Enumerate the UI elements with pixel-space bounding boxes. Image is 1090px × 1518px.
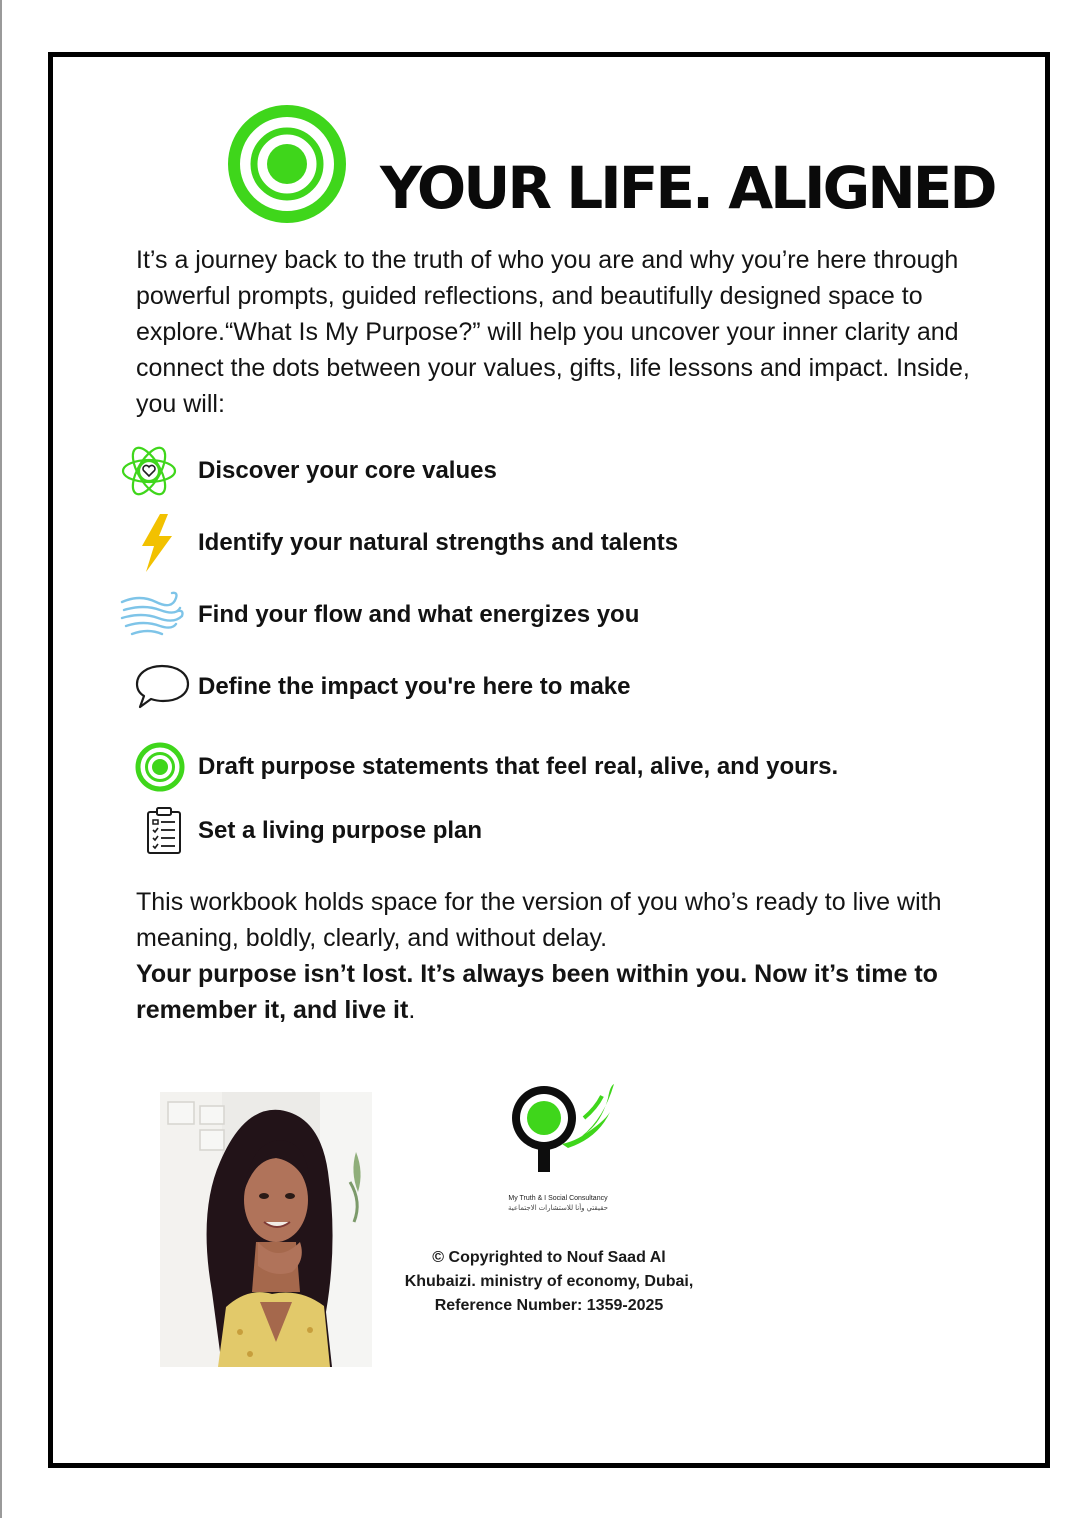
target-icon [227,104,347,224]
brand-name-english: My Truth & I Social Consultancy [508,1195,608,1202]
brand-logo-icon [498,1078,618,1178]
closing-period: . [408,996,416,1024]
closing-paragraph [136,884,996,1028]
wind-icon [120,590,186,640]
atom-heart-icon [120,442,178,500]
feature-item [120,512,1000,574]
feature-item [120,800,1000,862]
feature-item [120,656,1000,718]
feature-label: Define the impact you're here to make [198,673,631,700]
feature-label: Draft purpose statements that feel real, alive, and yours. [198,753,839,780]
intro-paragraph: It’s a journey back to the truth of who you are and why you’re here through powerful prompts, guided reflections, and beautifully designed space to explore.“What Is My Purpose?” will help you uncover your inner clarity and connect the dots between your values, gifts, life lessons and impact. Inside, you will: [136,246,970,418]
page-edge-line [0,0,2,1518]
page-title: YOUR LIFE. ALIGNED [380,154,995,222]
feature-item [120,584,1000,646]
feature-label: Discover your core values [198,457,497,484]
closing-text: This workbook holds space for the version of you who’s ready to live with meaning, boldly, clearly, and without delay. [136,888,942,952]
author-portrait [160,1092,372,1367]
target-icon [134,741,186,793]
feature-label: Set a living purpose plan [198,817,483,844]
copyright-notice: © Copyrighted to Nouf Saad Al Khubaizi. ministry of economy, Dubai, Reference Number: 1359-2025 [404,1249,694,1314]
lightning-bolt-icon [128,512,186,574]
checklist-clipboard-icon [144,806,184,856]
feature-label: Find your flow and what energizes you [198,601,640,628]
feature-item [120,736,1000,798]
feature-label: Identify your natural strengths and talents [198,529,679,556]
feature-item [120,440,1000,502]
speech-bubble-icon [134,662,192,712]
closing-emphasis: Your purpose isn’t lost. It’s always been within you. Now it’s time to remember it, and live it [136,960,938,1024]
brand-name-arabic: حقيقتي وأنا للاستشارات الاجتماعية [508,1205,608,1212]
